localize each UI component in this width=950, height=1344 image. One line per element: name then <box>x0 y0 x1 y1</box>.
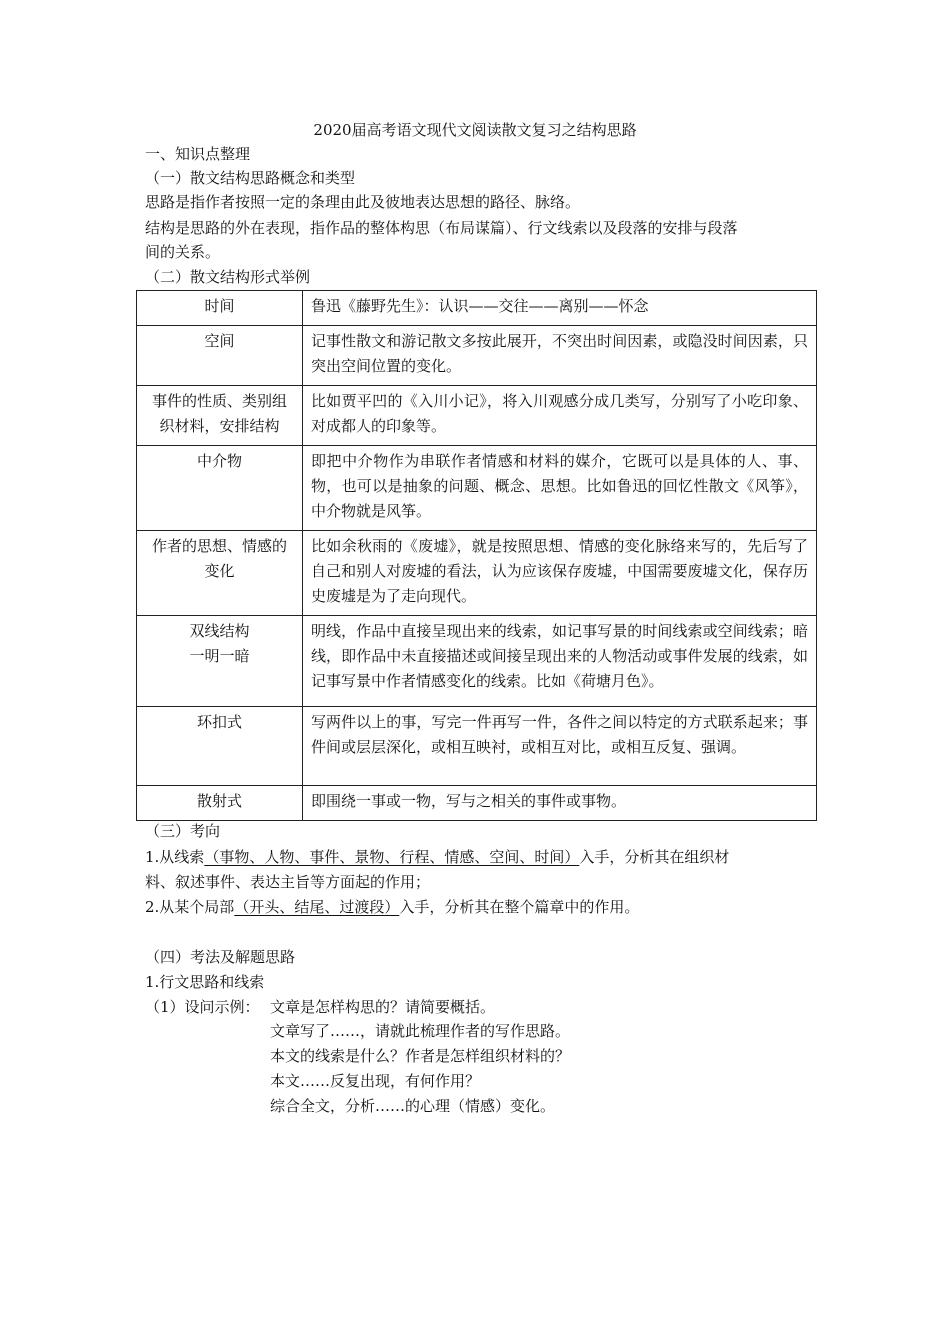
table-cell-type: 作者的思想、情感的变化 <box>137 531 303 616</box>
exam-direction-1 <box>145 846 729 868</box>
table-row <box>137 616 817 707</box>
table-row <box>137 446 817 531</box>
table-cell-type: 散射式 <box>137 786 303 821</box>
table-cell-description: 明线，作品中直接呈现出来的线索，如记事写景的时间线索或空间线索；暗线，即作品中未直接描述或间接呈现出来的人物活动或事件发展的线索，如记事写景中作者情感变化的线索。比如《荷塘月色》。 <box>303 616 817 707</box>
question-example-1: 文章是怎样构思的？请简要概括。 <box>270 998 496 1016</box>
exam-direction-2-suffix: 入手，分析其在整个篇章中的作用。 <box>399 898 640 916</box>
question-example-4: 本文……反复出现，有何作用？ <box>270 1072 481 1090</box>
subsection-heading-1: （一）散文结构思路概念和类型 <box>145 169 356 187</box>
question-example-2: 文章写了……，请就此梳理作者的写作思路。 <box>270 1022 571 1040</box>
subsection-heading-3: （三）考向 <box>145 822 221 840</box>
paragraph-thinking-definition: 思路是指作者按照一定的条理由此及彼地表达思想的路径、脉络。 <box>145 193 581 211</box>
exam-direction-1-suffix: 入手，分析其在组织材 <box>579 848 730 866</box>
table-cell-description: 比如贾平凹的《入川小记》，将入川观感分成几类写，分别写了小吃印象、对成都人的印象等。 <box>303 386 817 446</box>
table-cell-description: 即把中介物作为串联作者情感和材料的媒介，它既可以是具体的人、事、物，也可以是抽象的问题、概念、思想。比如鲁迅的回忆性散文《风筝》，中介物就是风筝。 <box>303 446 817 531</box>
document-title: 2020届高考语文现代文阅读散文复习之结构思路 <box>313 121 637 139</box>
table-row <box>137 707 817 786</box>
exam-direction-2-prefix: 2.从某个局部 <box>145 898 235 916</box>
paragraph-structure-definition-line2: 间的关系。 <box>145 243 221 261</box>
table-cell-type: 环扣式 <box>137 707 303 786</box>
exam-direction-2-underlined: （开头、结尾、过渡段） <box>234 898 400 916</box>
paragraph-structure-definition-line1: 结构是思路的外在表现，指作品的整体构思（布局谋篇）、行文线索以及段落的安排与段落 <box>145 219 738 237</box>
table-cell-type: 中介物 <box>137 446 303 531</box>
table-row <box>137 291 817 326</box>
exam-direction-1-continued: 料、叙述事件、表达主旨等方面起的作用； <box>145 873 431 891</box>
question-example-5: 综合全文，分析……的心理（情感）变化。 <box>270 1097 556 1115</box>
table-cell-description: 比如余秋雨的《废墟》，就是按照思想、情感的变化脉络来写的，先后写了自己和别人对废墟的看法，认为应该保存废墟，中国需要废墟文化，保存历史废墟是为了走向现代。 <box>303 531 817 616</box>
table-cell-description: 记事性散文和游记散文多按此展开，不突出时间因素，或隐没时间因素，只突出空间位置的变化。 <box>303 326 817 386</box>
method-heading-1: 1.行文思路和线索 <box>145 973 265 991</box>
table-cell-type: 双线结构 一明一暗 <box>137 616 303 707</box>
table-cell-description: 即围绕一事或一物，写与之相关的事件或事物。 <box>303 786 817 821</box>
table-row <box>137 531 817 616</box>
section-heading-1: 一、知识点整理 <box>145 145 251 163</box>
table-cell-type: 事件的性质、类别组织材料，安排结构 <box>137 386 303 446</box>
subsection-heading-2: （二）散文结构形式举例 <box>145 268 311 286</box>
question-example-label: （1）设问示例： <box>145 998 260 1016</box>
table-cell-description: 写两件以上的事，写完一件再写一件，各件之间以特定的方式联系起来；事件间或层层深化，或相互映衬，或相互对比，或相互反复、强调。 <box>303 707 817 786</box>
exam-direction-1-underlined: （事物、人物、事件、景物、行程、情感、空间、时间） <box>204 848 580 866</box>
table-row <box>137 386 817 446</box>
table-row <box>137 786 817 821</box>
question-example-3: 本文的线索是什么？作者是怎样组织材料的？ <box>270 1047 571 1065</box>
structure-forms-table <box>136 290 817 821</box>
exam-direction-2 <box>145 896 639 918</box>
table-cell-type: 空间 <box>137 326 303 386</box>
exam-direction-1-prefix: 1.从线索 <box>145 848 205 866</box>
table-cell-type: 时间 <box>137 291 303 326</box>
subsection-heading-4: （四）考法及解题思路 <box>145 948 296 966</box>
table-cell-description: 鲁迅《藤野先生》：认识——交往——离别——怀念 <box>303 291 817 326</box>
table-row <box>137 326 817 386</box>
